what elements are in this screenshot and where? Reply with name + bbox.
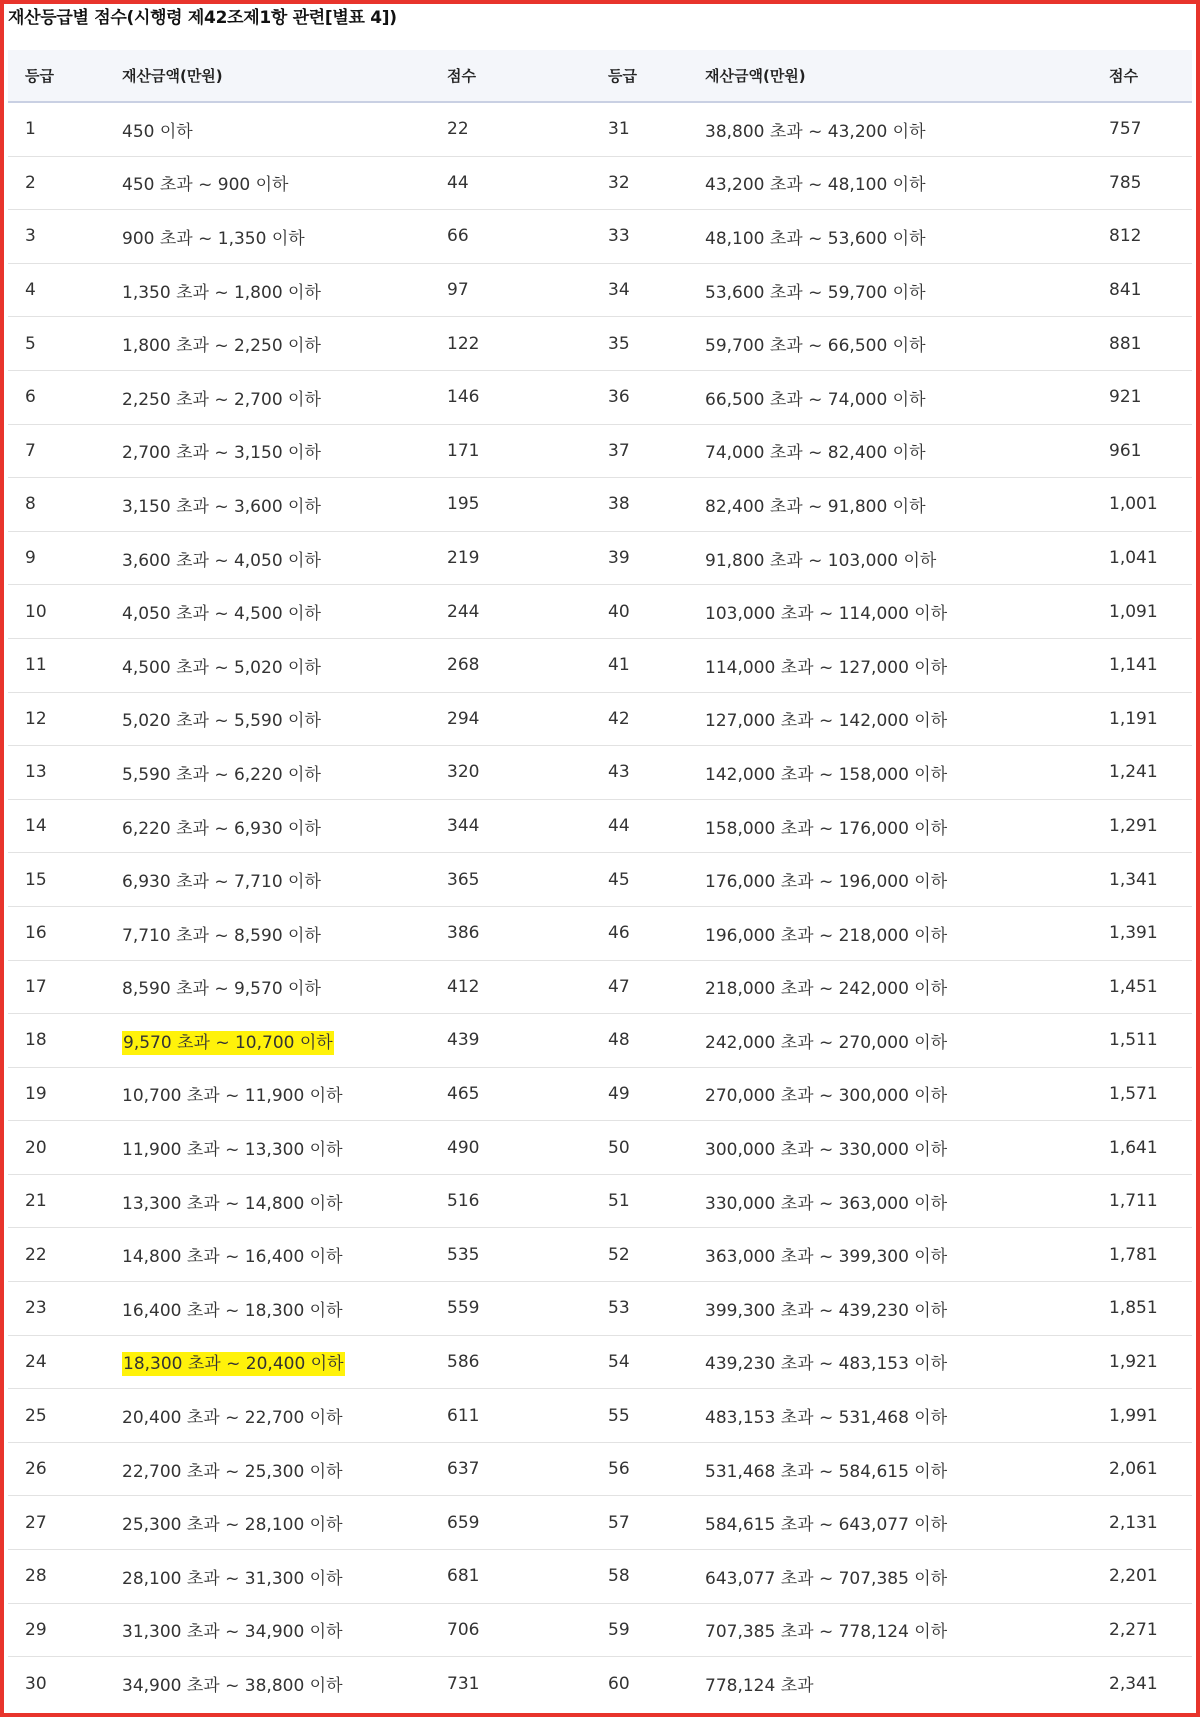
grade-cell: 15 [8, 853, 105, 907]
amount-cell: 6,930 초과 ~ 7,710 이하 [105, 853, 430, 907]
grade-cell: 46 [591, 906, 688, 960]
score-cell: 1,241 [1092, 746, 1192, 800]
amount-cell: 43,200 초과 ~ 48,100 이하 [688, 156, 1092, 210]
score-cell: 490 [430, 1121, 591, 1175]
header-amount-right: 재산금액(만원) [688, 50, 1092, 102]
score-cell: 611 [430, 1389, 591, 1443]
grade-cell: 30 [25, 1673, 47, 1694]
score-cell: 785 [1092, 156, 1192, 210]
table-row [8, 1657, 1192, 1710]
amount-cell: 10,700 초과 ~ 11,900 이하 [105, 1067, 430, 1121]
score-cell: 1,851 [1092, 1282, 1192, 1336]
grade-cell: 49 [591, 1067, 688, 1121]
score-cell: 1,041 [1092, 531, 1192, 585]
grade-cell: 33 [591, 210, 688, 264]
grade-cell: 11 [8, 638, 105, 692]
grade-cell: 27 [8, 1496, 105, 1550]
grade-cell: 21 [8, 1174, 105, 1228]
score-cell: 637 [430, 1442, 591, 1496]
grade-cell: 47 [591, 960, 688, 1014]
grade-cell: 26 [8, 1442, 105, 1496]
table-row [8, 531, 1192, 585]
amount-cell: 483,153 초과 ~ 531,468 이하 [688, 1389, 1092, 1443]
grade-cell: 58 [591, 1550, 688, 1604]
grade-cell: 37 [591, 424, 688, 478]
highlighted-amount: 18,300 초과 ~ 20,400 이하 [123, 1354, 344, 1375]
amount-cell: 5,020 초과 ~ 5,590 이하 [105, 692, 430, 746]
score-cell: 2,341 [1109, 1673, 1158, 1694]
amount-cell: 59,700 초과 ~ 66,500 이하 [688, 317, 1092, 371]
table-row [8, 1282, 1192, 1336]
grade-cell: 19 [8, 1067, 105, 1121]
table-row [8, 1014, 1192, 1068]
amount-cell: 4,050 초과 ~ 4,500 이하 [105, 585, 430, 639]
amount-cell: 242,000 초과 ~ 270,000 이하 [688, 1014, 1092, 1068]
grade-cell: 32 [591, 156, 688, 210]
amount-cell: 14,800 초과 ~ 16,400 이하 [105, 1228, 430, 1282]
amount-cell: 643,077 초과 ~ 707,385 이하 [688, 1550, 1092, 1604]
property-grade-score-table [8, 50, 1192, 1710]
table-row [8, 692, 1192, 746]
grade-cell: 53 [591, 1282, 688, 1336]
amount-cell: 28,100 초과 ~ 31,300 이하 [105, 1550, 430, 1604]
table-row [8, 317, 1192, 371]
score-cell: 681 [430, 1550, 591, 1604]
score-cell: 294 [430, 692, 591, 746]
score-cell: 22 [430, 102, 591, 156]
score-cell: 1,921 [1092, 1335, 1192, 1389]
grade-cell: 29 [8, 1603, 105, 1657]
table-row [8, 1389, 1192, 1443]
grade-cell: 14 [8, 799, 105, 853]
score-cell: 244 [430, 585, 591, 639]
score-cell: 1,141 [1092, 638, 1192, 692]
header-score-left: 점수 [430, 50, 591, 102]
table-row [8, 746, 1192, 800]
table-header-row [8, 50, 1192, 102]
grade-cell: 22 [8, 1228, 105, 1282]
header-grade-right: 등급 [591, 50, 688, 102]
amount-cell: 8,590 초과 ~ 9,570 이하 [105, 960, 430, 1014]
highlighted-amount: 9,570 초과 ~ 10,700 이하 [123, 1032, 333, 1053]
amount-cell: 127,000 초과 ~ 142,000 이하 [688, 692, 1092, 746]
grade-cell: 7 [8, 424, 105, 478]
score-cell: 1,091 [1092, 585, 1192, 639]
table-row [8, 1550, 1192, 1604]
score-cell: 97 [430, 263, 591, 317]
amount-cell: 66,500 초과 ~ 74,000 이하 [688, 370, 1092, 424]
amount-cell: 1,350 초과 ~ 1,800 이하 [105, 263, 430, 317]
amount-cell: 450 이하 [105, 102, 430, 156]
amount-cell: 31,300 초과 ~ 34,900 이하 [105, 1603, 430, 1657]
score-cell: 586 [430, 1335, 591, 1389]
score-cell: 195 [430, 478, 591, 532]
grade-cell: 55 [591, 1389, 688, 1443]
amount-cell: 25,300 초과 ~ 28,100 이하 [105, 1496, 430, 1550]
header-grade-left: 등급 [8, 50, 105, 102]
grade-cell: 24 [8, 1335, 105, 1389]
amount-cell: 103,000 초과 ~ 114,000 이하 [688, 585, 1092, 639]
table-row [8, 156, 1192, 210]
amount-cell: 53,600 초과 ~ 59,700 이하 [688, 263, 1092, 317]
score-cell: 439 [430, 1014, 591, 1068]
score-cell: 1,641 [1092, 1121, 1192, 1175]
amount-cell: 13,300 초과 ~ 14,800 이하 [105, 1174, 430, 1228]
score-cell: 268 [430, 638, 591, 692]
grade-cell: 34 [591, 263, 688, 317]
score-cell: 122 [430, 317, 591, 371]
grade-cell: 10 [8, 585, 105, 639]
amount-cell: 142,000 초과 ~ 158,000 이하 [688, 746, 1092, 800]
grade-cell: 52 [591, 1228, 688, 1282]
score-cell: 1,341 [1092, 853, 1192, 907]
score-cell: 219 [430, 531, 591, 585]
grade-cell: 25 [8, 1389, 105, 1443]
score-cell: 386 [430, 906, 591, 960]
amount-cell: 1,800 초과 ~ 2,250 이하 [105, 317, 430, 371]
grade-cell: 23 [8, 1282, 105, 1336]
grade-cell: 59 [591, 1603, 688, 1657]
score-cell: 1,571 [1092, 1067, 1192, 1121]
table-row [8, 478, 1192, 532]
grade-cell: 3 [8, 210, 105, 264]
table-row [8, 638, 1192, 692]
table-row [8, 263, 1192, 317]
amount-cell: 2,700 초과 ~ 3,150 이하 [105, 424, 430, 478]
amount-cell: 34,900 초과 ~ 38,800 이하 [122, 1676, 343, 1697]
score-cell: 171 [430, 424, 591, 478]
score-cell: 559 [430, 1282, 591, 1336]
table-row [8, 1603, 1192, 1657]
score-cell: 44 [430, 156, 591, 210]
amount-cell: 7,710 초과 ~ 8,590 이하 [105, 906, 430, 960]
score-cell: 706 [430, 1603, 591, 1657]
score-cell: 320 [430, 746, 591, 800]
amount-cell: 20,400 초과 ~ 22,700 이하 [105, 1389, 430, 1443]
amount-cell: 22,700 초과 ~ 25,300 이하 [105, 1442, 430, 1496]
score-cell: 921 [1092, 370, 1192, 424]
grade-cell: 50 [591, 1121, 688, 1175]
score-cell: 1,511 [1092, 1014, 1192, 1068]
page-title: 재산등급별 점수(시행령 제42조제1항 관련[별표 4]) [8, 8, 397, 28]
amount-cell: 6,220 초과 ~ 6,930 이하 [105, 799, 430, 853]
header-score-right: 점수 [1092, 50, 1192, 102]
grade-cell: 1 [8, 102, 105, 156]
table-row [8, 1228, 1192, 1282]
score-cell: 1,991 [1092, 1389, 1192, 1443]
table-body [8, 102, 1192, 1710]
amount-cell: 11,900 초과 ~ 13,300 이하 [105, 1121, 430, 1175]
table-row [8, 1121, 1192, 1175]
score-cell: 146 [430, 370, 591, 424]
amount-cell: 330,000 초과 ~ 363,000 이하 [688, 1174, 1092, 1228]
header-amount-left: 재산금액(만원) [105, 50, 430, 102]
table-row [8, 960, 1192, 1014]
score-cell: 812 [1092, 210, 1192, 264]
amount-cell: 363,000 초과 ~ 399,300 이하 [688, 1228, 1092, 1282]
amount-cell: 196,000 초과 ~ 218,000 이하 [688, 906, 1092, 960]
grade-cell: 36 [591, 370, 688, 424]
table-row [8, 1442, 1192, 1496]
amount-cell: 176,000 초과 ~ 196,000 이하 [688, 853, 1092, 907]
amount-cell: 531,468 초과 ~ 584,615 이하 [688, 1442, 1092, 1496]
amount-cell: 5,590 초과 ~ 6,220 이하 [105, 746, 430, 800]
score-cell: 365 [430, 853, 591, 907]
grade-cell: 18 [8, 1014, 105, 1068]
amount-cell [105, 1014, 430, 1068]
amount-cell: 270,000 초과 ~ 300,000 이하 [688, 1067, 1092, 1121]
score-cell: 2,061 [1092, 1442, 1192, 1496]
score-cell: 66 [430, 210, 591, 264]
grade-cell: 6 [8, 370, 105, 424]
amount-cell: 900 초과 ~ 1,350 이하 [105, 210, 430, 264]
table-row [8, 585, 1192, 639]
amount-cell: 74,000 초과 ~ 82,400 이하 [688, 424, 1092, 478]
grade-cell: 5 [8, 317, 105, 371]
grade-cell: 43 [591, 746, 688, 800]
score-cell: 412 [430, 960, 591, 1014]
grade-cell: 41 [591, 638, 688, 692]
table-row [8, 102, 1192, 156]
amount-cell: 399,300 초과 ~ 439,230 이하 [688, 1282, 1092, 1336]
score-cell: 731 [447, 1673, 480, 1694]
score-cell: 1,711 [1092, 1174, 1192, 1228]
amount-cell: 584,615 초과 ~ 643,077 이하 [688, 1496, 1092, 1550]
grade-cell: 44 [591, 799, 688, 853]
score-cell: 659 [430, 1496, 591, 1550]
score-cell: 2,271 [1092, 1603, 1192, 1657]
score-cell: 516 [430, 1174, 591, 1228]
amount-cell: 707,385 초과 ~ 778,124 이하 [688, 1603, 1092, 1657]
grade-cell: 40 [591, 585, 688, 639]
grade-cell: 8 [8, 478, 105, 532]
table-row [8, 1067, 1192, 1121]
score-cell: 2,131 [1092, 1496, 1192, 1550]
grade-cell: 42 [591, 692, 688, 746]
amount-cell [105, 1335, 430, 1389]
table-row [8, 853, 1192, 907]
score-cell: 961 [1092, 424, 1192, 478]
grade-cell: 20 [8, 1121, 105, 1175]
amount-cell: 114,000 초과 ~ 127,000 이하 [688, 638, 1092, 692]
grade-cell: 4 [8, 263, 105, 317]
table-row [8, 424, 1192, 478]
amount-cell: 91,800 초과 ~ 103,000 이하 [688, 531, 1092, 585]
score-cell: 757 [1092, 102, 1192, 156]
grade-cell: 31 [591, 102, 688, 156]
amount-cell: 439,230 초과 ~ 483,153 이하 [688, 1335, 1092, 1389]
amount-cell: 218,000 초과 ~ 242,000 이하 [688, 960, 1092, 1014]
amount-cell: 450 초과 ~ 900 이하 [105, 156, 430, 210]
amount-cell: 3,150 초과 ~ 3,600 이하 [105, 478, 430, 532]
grade-cell: 38 [591, 478, 688, 532]
grade-cell: 54 [591, 1335, 688, 1389]
grade-cell: 35 [591, 317, 688, 371]
table-row [8, 1335, 1192, 1389]
score-cell: 344 [430, 799, 591, 853]
grade-cell: 56 [591, 1442, 688, 1496]
grade-cell: 2 [8, 156, 105, 210]
score-cell: 881 [1092, 317, 1192, 371]
amount-cell: 4,500 초과 ~ 5,020 이하 [105, 638, 430, 692]
grade-cell: 12 [8, 692, 105, 746]
grade-cell: 48 [591, 1014, 688, 1068]
amount-cell: 300,000 초과 ~ 330,000 이하 [688, 1121, 1092, 1175]
score-cell: 1,781 [1092, 1228, 1192, 1282]
table-row [8, 799, 1192, 853]
grade-cell: 57 [591, 1496, 688, 1550]
grade-cell: 13 [8, 746, 105, 800]
amount-cell: 158,000 초과 ~ 176,000 이하 [688, 799, 1092, 853]
amount-cell: 16,400 초과 ~ 18,300 이하 [105, 1282, 430, 1336]
score-cell: 841 [1092, 263, 1192, 317]
score-cell: 1,451 [1092, 960, 1192, 1014]
amount-cell: 48,100 초과 ~ 53,600 이하 [688, 210, 1092, 264]
amount-cell: 82,400 초과 ~ 91,800 이하 [688, 478, 1092, 532]
grade-cell: 9 [8, 531, 105, 585]
score-cell: 1,291 [1092, 799, 1192, 853]
table-row [8, 210, 1192, 264]
grade-cell: 60 [608, 1673, 630, 1694]
table-row [8, 906, 1192, 960]
grade-cell: 16 [8, 906, 105, 960]
grade-cell: 17 [8, 960, 105, 1014]
score-cell: 1,001 [1092, 478, 1192, 532]
table-row [8, 1174, 1192, 1228]
amount-cell: 2,250 초과 ~ 2,700 이하 [105, 370, 430, 424]
table-row [8, 370, 1192, 424]
grade-cell: 39 [591, 531, 688, 585]
table-row [8, 1496, 1192, 1550]
score-cell: 2,201 [1092, 1550, 1192, 1604]
score-cell: 1,191 [1092, 692, 1192, 746]
amount-cell: 778,124 초과 [705, 1676, 814, 1697]
score-cell: 465 [430, 1067, 591, 1121]
amount-cell: 38,800 초과 ~ 43,200 이하 [688, 102, 1092, 156]
grade-cell: 45 [591, 853, 688, 907]
grade-cell: 28 [8, 1550, 105, 1604]
score-cell: 1,391 [1092, 906, 1192, 960]
score-cell: 535 [430, 1228, 591, 1282]
grade-cell: 51 [591, 1174, 688, 1228]
amount-cell: 3,600 초과 ~ 4,050 이하 [105, 531, 430, 585]
